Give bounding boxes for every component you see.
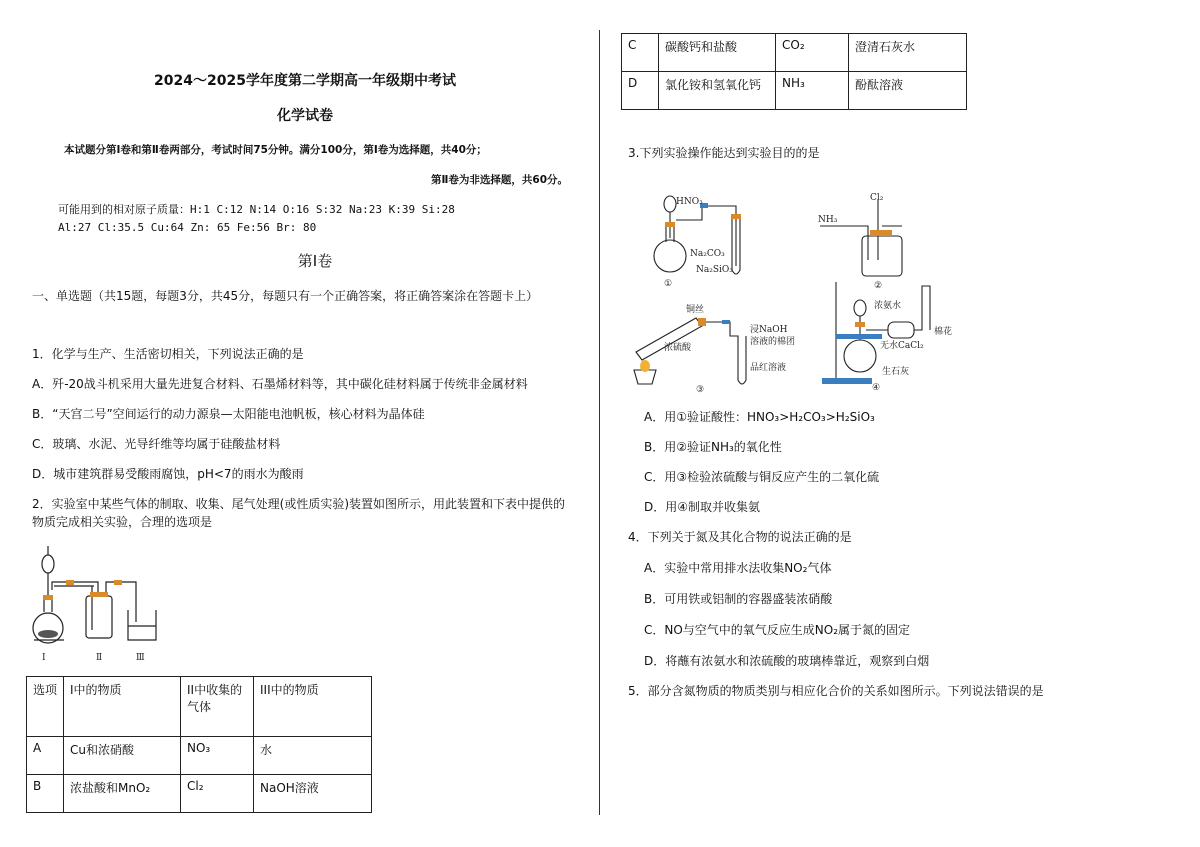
exam-title: 2024～2025学年度第二学期高一年级期中考试 — [154, 73, 456, 89]
q3-option-c: C．用③检验浓硫酸与铜反应产生的二氧化硫 — [644, 470, 880, 484]
q4-option-b: B．可用铁或铝制的容器盛装浓硝酸 — [644, 592, 833, 606]
q3-stem: 3.下列实验操作能达到实验目的的是 — [628, 146, 820, 160]
section-instructions: 一、单选题（共15题，每题3分，共45分，每题只有一个正确答案，将正确答案涂在答题卡上） — [32, 289, 539, 303]
table-cell: 澄清石灰水 — [849, 34, 967, 72]
table-cell: NaOH溶液 — [254, 775, 372, 813]
q1-option-a: A．歼-20战斗机采用大量先进复合材料、石墨烯材料等，其中碳化硅材料属于传统非金属材料 — [32, 377, 528, 391]
q1-option-d: D．城市建筑群易受酸雨腐蚀，pH<7的雨水为酸雨 — [32, 467, 304, 481]
table-cell: 氯化铵和氢氧化钙 — [659, 72, 776, 110]
q2-stem-line1: 2．实验室中某些气体的制取、收集、尾气处理(或性质实验)装置如图所示，用此装置和下表中提供的 — [32, 497, 566, 511]
header-cell-gas: II中收集的气体 — [181, 677, 254, 737]
label-nh3: NH₃ — [818, 215, 838, 225]
q3-option-a: A．用①验证酸性：HNO₃>H₂CO₃>H₂SiO₃ — [644, 410, 875, 424]
header-cell-option: 选项 — [27, 677, 64, 737]
apparatus-label-3: Ⅲ — [136, 653, 145, 663]
q3-option-b: B．用②验证NH₃的氧化性 — [644, 440, 782, 454]
q4-stem: 4．下列关于氮及其化合物的说法正确的是 — [628, 530, 852, 544]
label-cacl2: 无水CaCl₂ — [880, 341, 924, 351]
label-copper-wire: 铜丝 — [686, 305, 705, 315]
q3-option-d: D．用④制取并收集氨 — [644, 500, 760, 514]
column-divider — [599, 30, 600, 815]
label-hno3: HNO₃ — [676, 197, 703, 207]
atomic-mass-line2: Al:27 Cl:35.5 Cu:64 Zn: 65 Fe:56 Br: 80 — [58, 221, 317, 234]
table-header-row — [27, 677, 372, 737]
q1-option-b: B．“天宫二号”空间运行的动力源泉—太阳能电池帆板，核心材料为晶体硅 — [32, 407, 425, 421]
table-cell: 浓盐酸和MnO₂ — [64, 775, 181, 813]
apparatus-label-1: Ⅰ — [42, 653, 46, 663]
label-magenta: 品红溶液 — [750, 363, 787, 373]
table-cell: CO₂ — [776, 34, 849, 72]
label-quicklime: 生石灰 — [882, 367, 910, 377]
table-cell: B — [27, 775, 64, 813]
label-cl2: Cl₂ — [870, 193, 884, 203]
q2-stem-line2: 物质完成相关实验，合理的选项是 — [32, 515, 213, 529]
q1-option-c: C．玻璃、水泥、光导纤维等均属于硅酸盐材料 — [32, 437, 281, 451]
q3-figure-2 — [810, 190, 920, 290]
q4-option-d: D．将蘸有浓氨水和浓硫酸的玻璃棒靠近，观察到白烟 — [644, 654, 930, 668]
label-conc-ammonia: 浓氨水 — [874, 301, 902, 311]
label-fig1: ① — [664, 279, 673, 289]
table-cell: Cu和浓硝酸 — [64, 737, 181, 775]
q5-stem: 5．部分含氮物质的物质类别与相应化合价的关系如图所示。下列说法错误的是 — [628, 684, 1044, 698]
label-fig4: ④ — [872, 383, 881, 393]
header-cell-substance-1: I中的物质 — [64, 677, 181, 737]
q2-table-right — [621, 33, 967, 110]
label-naoh: 浸NaOH — [750, 325, 788, 335]
q4-option-c: C．NO与空气中的氧气反应生成NO₂属于氮的固定 — [644, 623, 911, 637]
exam-subtitle: 化学试卷 — [277, 108, 333, 124]
table-cell: C — [622, 34, 659, 72]
q3-figure-3 — [626, 300, 806, 395]
label-cotton-wool: 棉花 — [934, 327, 953, 337]
table-cell: 碳酸钙和盐酸 — [659, 34, 776, 72]
label-conc-sulfuric: 浓硫酸 — [664, 343, 692, 353]
q2-table-left — [26, 676, 372, 813]
header-cell-substance-3: III中的物质 — [254, 677, 372, 737]
section-title: 第Ⅰ卷 — [297, 252, 333, 270]
q4-option-a: A．实验中常用排水法收集NO₂气体 — [644, 561, 832, 575]
exam-note-line2: 第Ⅱ卷为非选择题，共60分。 — [430, 174, 568, 186]
q3-figure-1 — [640, 186, 780, 296]
table-cell: NO₃ — [181, 737, 254, 775]
label-cotton: 溶液的棉团 — [750, 337, 796, 347]
label-na2sio3: Na₂SiO₃ — [696, 265, 733, 275]
exam-note-line1: 本试题分第Ⅰ卷和第Ⅱ卷两部分，考试时间75分钟。满分100分，第Ⅰ卷为选择题，共40分； — [64, 144, 487, 156]
table-row — [27, 737, 372, 775]
label-na2co3: Na₂CO₃ — [690, 249, 725, 259]
table-row — [622, 34, 967, 72]
table-cell: A — [27, 737, 64, 775]
label-fig2: ② — [874, 281, 883, 290]
table-cell: 水 — [254, 737, 372, 775]
table-row — [622, 72, 967, 110]
q2-apparatus-figure — [28, 540, 178, 665]
apparatus-label-2: Ⅱ — [96, 653, 103, 663]
table-cell: 酚酞溶液 — [849, 72, 967, 110]
table-row — [27, 775, 372, 813]
q3-figure-4 — [816, 278, 966, 393]
label-fig3: ③ — [696, 385, 705, 395]
table-cell: Cl₂ — [181, 775, 254, 813]
atomic-mass-line1: 可能用到的相对原子质量：H:1 C:12 N:14 O:16 S:32 Na:23 K:39 Si:28 — [58, 203, 455, 216]
table-cell: NH₃ — [776, 72, 849, 110]
table-cell: D — [622, 72, 659, 110]
q1-stem: 1．化学与生产、生活密切相关，下列说法正确的是 — [32, 347, 304, 361]
